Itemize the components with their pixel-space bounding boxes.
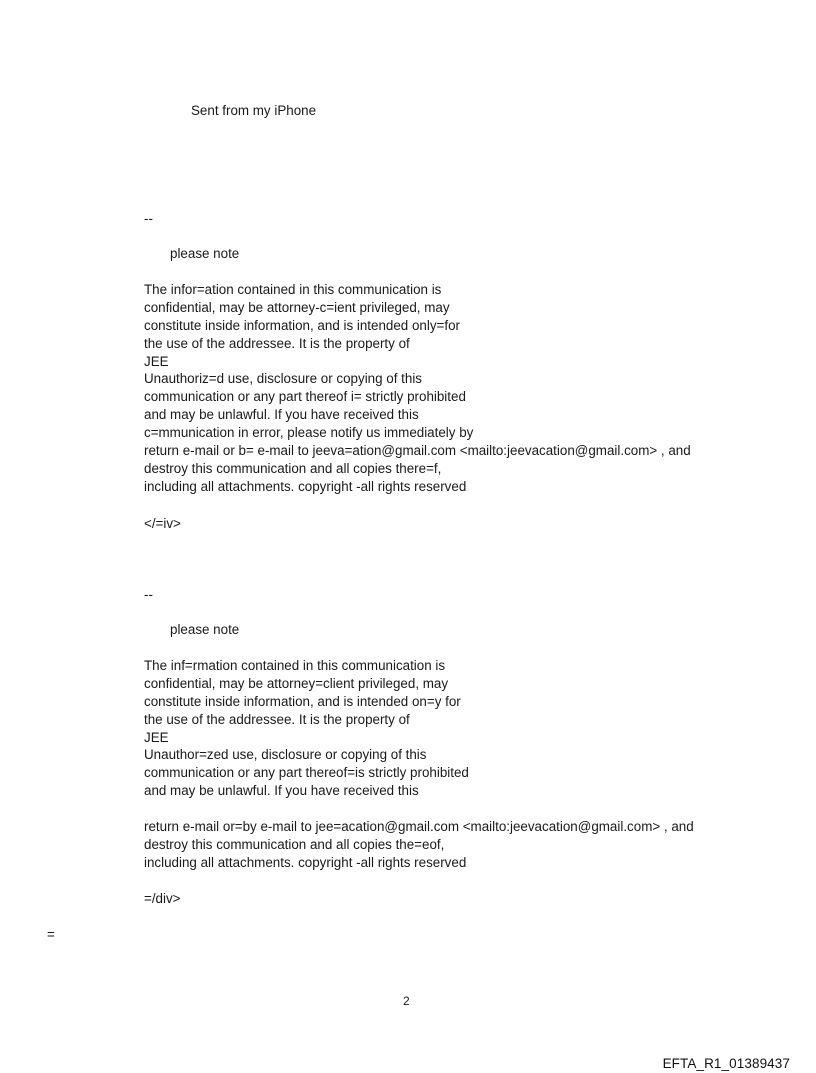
closing-tag: =/div>: [144, 891, 181, 906]
trailing-char: =: [47, 927, 55, 942]
notice-line: destroy this communication and all copies there=f,: [144, 460, 442, 476]
page-number: 2: [403, 994, 410, 1008]
notice-line: The inf=rmation contained in this communication is: [144, 658, 446, 673]
notice-line: and may be unlawful. If you have received this: [144, 783, 419, 799]
notice-line: communication or any part thereof=is strictly prohibited: [144, 765, 469, 781]
notice-line: and may be unlawful. If you have received this: [144, 407, 419, 423]
notice-line: c=mmunication in error, please notify us immediately by: [144, 425, 474, 441]
notice-line: the use of the addressee. It is the property of: [144, 711, 410, 727]
document-id: EFTA_R1_01389437: [662, 1056, 790, 1071]
notice-line: destroy this communication and all copies the=eof,: [144, 836, 445, 852]
notice-line: including all attachments. copyright -all rights reserved: [144, 854, 467, 870]
notice-line: [144, 800, 694, 818]
notice-body: [144, 281, 691, 496]
notice-line: Unauthoriz=d use, disclosure or copying of this: [144, 371, 423, 387]
notice-line: JEE: [144, 729, 169, 745]
notice-line: confidential, may be attorney-c=ient privileged, may: [144, 299, 450, 315]
signature-line: Sent from my iPhone: [191, 103, 317, 118]
notice-heading: please note: [170, 246, 240, 261]
separator: --: [144, 587, 153, 602]
notice-line: the use of the addressee. It is the property of: [144, 335, 410, 351]
notice-line: constitute inside information, and is intended only=for: [144, 317, 460, 333]
separator: --: [144, 211, 153, 226]
notice-line: Unauthor=zed use, disclosure or copying of this: [144, 747, 427, 763]
notice-line: communication or any part thereof i= strictly prohibited: [144, 389, 466, 405]
notice-line: constitute inside information, and is intended on=y for: [144, 693, 461, 709]
notice-line: including all attachments. copyright -all rights reserved: [144, 478, 467, 494]
notice-line: confidential, may be attorney=client privileged, may: [144, 675, 449, 691]
notice-line: return e-mail or b= e-mail to jeeva=ation@gmail.com <mailto:jeevacation@gmail.com> , and: [144, 443, 691, 459]
notice-line: JEE: [144, 353, 169, 369]
notice-body: [144, 657, 694, 872]
notice-line: The infor=ation contained in this communication is: [144, 282, 442, 297]
closing-tag: </=iv>: [144, 516, 181, 531]
notice-heading: please note: [170, 622, 240, 637]
notice-line: return e-mail or=by e-mail to jee=acation@gmail.com <mailto:jeevacation@gmail.com> , and: [144, 819, 694, 835]
